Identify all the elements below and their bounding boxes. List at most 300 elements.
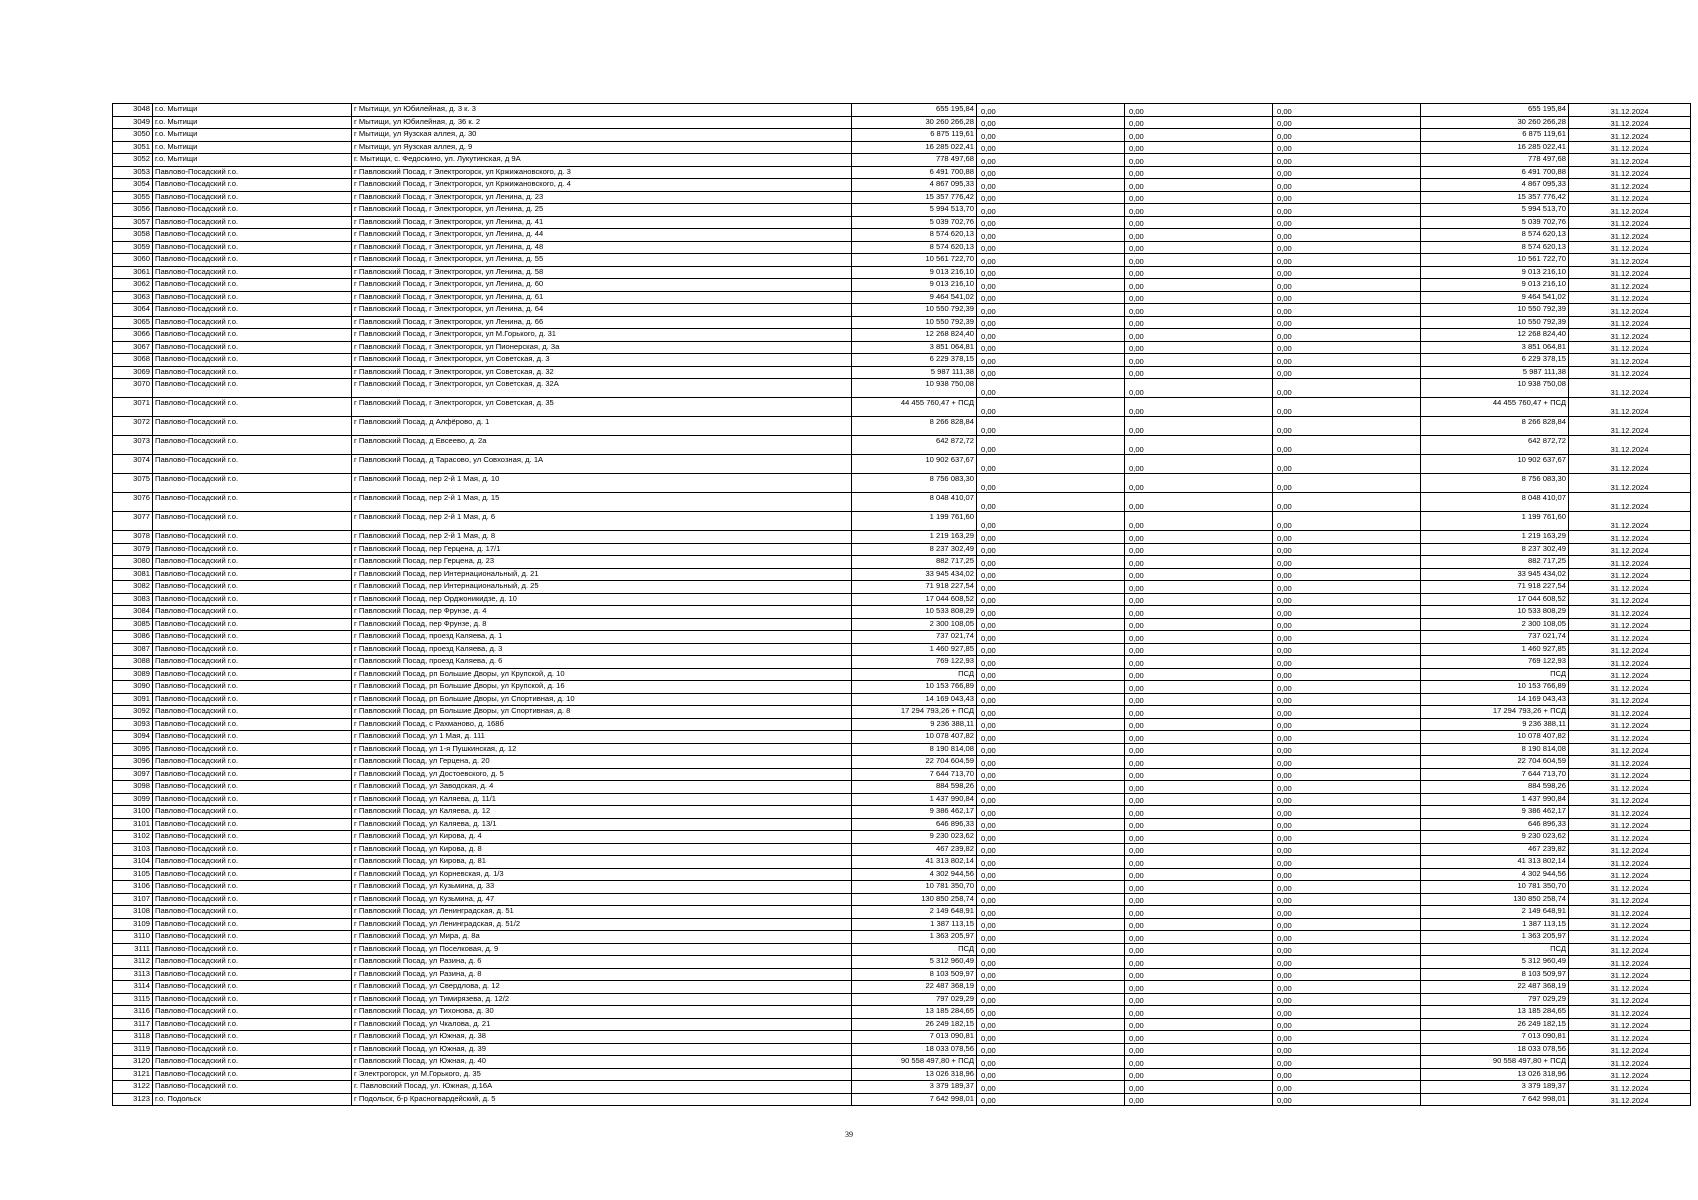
cell-municipality: Павлово-Посадский г.о. — [153, 1081, 352, 1094]
cell-value-col-1: 0,00 — [977, 1093, 1125, 1106]
cell-value-col-3: 0,00 — [1273, 943, 1421, 956]
cell-municipality: Павлово-Посадский г.о. — [153, 229, 352, 242]
cell-amount-total: 9 013 216,10 — [1421, 279, 1569, 292]
cell-address: г Павловский Посад, ул Кирова, д. 81 — [352, 856, 852, 869]
cell-value-col-1: 0,00 — [977, 417, 1125, 436]
cell-amount-total: 642 872,72 — [1421, 436, 1569, 455]
cell-address: г Павловский Посад, ул Тихонова, д. 30 — [352, 1006, 852, 1019]
cell-amount: 5 312 960,49 — [852, 956, 977, 969]
table-row — [113, 417, 1691, 436]
cell-amount-total: 30 260 266,28 — [1421, 116, 1569, 129]
cell-value-col-1: 0,00 — [977, 818, 1125, 831]
cell-value-col-1: 0,00 — [977, 806, 1125, 819]
table-row — [113, 354, 1691, 367]
cell-value-col-3: 0,00 — [1273, 141, 1421, 154]
cell-value-col-3: 0,00 — [1273, 768, 1421, 781]
cell-amount: 130 850 258,74 — [852, 893, 977, 906]
cell-address: г Павловский Посад, ул Кузьмина, д. 47 — [352, 893, 852, 906]
cell-row-number: 3052 — [113, 154, 153, 167]
cell-row-number: 3063 — [113, 291, 153, 304]
cell-address: г Павловский Посад, пер Интернациональный, д. 25 — [352, 581, 852, 594]
cell-row-number: 3051 — [113, 141, 153, 154]
cell-amount: 1 219 163,29 — [852, 531, 977, 544]
cell-amount: 3 851 064,81 — [852, 341, 977, 354]
cell-address: г Павловский Посад, г Электрогорск, ул Ленина, д. 66 — [352, 316, 852, 329]
cell-amount: 10 781 350,70 — [852, 881, 977, 894]
cell-row-number: 3075 — [113, 474, 153, 493]
cell-value-col-1: 0,00 — [977, 693, 1125, 706]
cell-municipality: Павлово-Посадский г.о. — [153, 743, 352, 756]
cell-date: 31.12.2024 — [1569, 141, 1691, 154]
cell-value-col-1: 0,00 — [977, 398, 1125, 417]
cell-value-col-3: 0,00 — [1273, 455, 1421, 474]
cell-row-number: 3087 — [113, 643, 153, 656]
cell-date: 31.12.2024 — [1569, 856, 1691, 869]
cell-amount-total: 22 704 604,59 — [1421, 756, 1569, 769]
cell-row-number: 3061 — [113, 266, 153, 279]
table-row — [113, 531, 1691, 544]
cell-amount: 9 013 216,10 — [852, 266, 977, 279]
cell-date: 31.12.2024 — [1569, 474, 1691, 493]
cell-municipality: Павлово-Посадский г.о. — [153, 918, 352, 931]
cell-date: 31.12.2024 — [1569, 793, 1691, 806]
cell-value-col-1: 0,00 — [977, 204, 1125, 217]
cell-value-col-1: 0,00 — [977, 631, 1125, 644]
table-row — [113, 881, 1691, 894]
cell-row-number: 3057 — [113, 216, 153, 229]
cell-value-col-3: 0,00 — [1273, 1031, 1421, 1044]
cell-row-number: 3112 — [113, 956, 153, 969]
cell-value-col-2: 0,00 — [1125, 241, 1273, 254]
cell-amount: 90 558 497,80 + ПСД — [852, 1056, 977, 1069]
cell-value-col-1: 0,00 — [977, 279, 1125, 292]
cell-municipality: Павлово-Посадский г.о. — [153, 279, 352, 292]
cell-row-number: 3074 — [113, 455, 153, 474]
cell-amount: 22 704 604,59 — [852, 756, 977, 769]
cell-value-col-3: 0,00 — [1273, 104, 1421, 117]
cell-amount-total: 8 190 814,08 — [1421, 743, 1569, 756]
cell-row-number: 3053 — [113, 166, 153, 179]
cell-row-number: 3050 — [113, 129, 153, 142]
cell-address: г Павловский Посад, рп Большие Дворы, ул Крупской, д. 16 — [352, 681, 852, 694]
cell-value-col-2: 0,00 — [1125, 681, 1273, 694]
cell-amount-total: 41 313 802,14 — [1421, 856, 1569, 869]
cell-address: г Павловский Посад, рп Большие Дворы, ул Крупской, д. 10 — [352, 668, 852, 681]
cell-amount: 884 598,26 — [852, 781, 977, 794]
cell-date: 31.12.2024 — [1569, 241, 1691, 254]
table-row — [113, 379, 1691, 398]
cell-value-col-1: 0,00 — [977, 843, 1125, 856]
cell-municipality: Павлово-Посадский г.о. — [153, 1006, 352, 1019]
cell-value-col-3: 0,00 — [1273, 556, 1421, 569]
cell-municipality: Павлово-Посадский г.о. — [153, 266, 352, 279]
cell-date: 31.12.2024 — [1569, 104, 1691, 117]
cell-row-number: 3068 — [113, 354, 153, 367]
cell-amount-total: 8 237 302,49 — [1421, 543, 1569, 556]
cell-date: 31.12.2024 — [1569, 417, 1691, 436]
cell-amount: 9 236 388,11 — [852, 718, 977, 731]
cell-address: г Павловский Посад, проезд Каляева, д. 1 — [352, 631, 852, 644]
table-row — [113, 141, 1691, 154]
cell-value-col-2: 0,00 — [1125, 329, 1273, 342]
cell-date: 31.12.2024 — [1569, 166, 1691, 179]
table-row — [113, 856, 1691, 869]
cell-value-col-3: 0,00 — [1273, 706, 1421, 719]
cell-value-col-1: 0,00 — [977, 241, 1125, 254]
table-row — [113, 756, 1691, 769]
table-row — [113, 568, 1691, 581]
cell-row-number: 3081 — [113, 568, 153, 581]
cell-value-col-2: 0,00 — [1125, 793, 1273, 806]
cell-date: 31.12.2024 — [1569, 668, 1691, 681]
cell-amount-total: 15 357 776,42 — [1421, 191, 1569, 204]
cell-value-col-3: 0,00 — [1273, 166, 1421, 179]
cell-value-col-2: 0,00 — [1125, 543, 1273, 556]
cell-value-col-2: 0,00 — [1125, 993, 1273, 1006]
cell-municipality: Павлово-Посадский г.о. — [153, 304, 352, 317]
cell-municipality: г.о. Мытищи — [153, 154, 352, 167]
table-row — [113, 204, 1691, 217]
cell-value-col-1: 0,00 — [977, 918, 1125, 931]
cell-value-col-2: 0,00 — [1125, 531, 1273, 544]
cell-date: 31.12.2024 — [1569, 943, 1691, 956]
cell-value-col-1: 0,00 — [977, 906, 1125, 919]
cell-value-col-1: 0,00 — [977, 568, 1125, 581]
cell-address: г Павловский Посад, г Электрогорск, ул Советская, д. 32 — [352, 366, 852, 379]
cell-value-col-3: 0,00 — [1273, 1056, 1421, 1069]
cell-value-col-3: 0,00 — [1273, 1018, 1421, 1031]
table-row — [113, 631, 1691, 644]
cell-row-number: 3100 — [113, 806, 153, 819]
cell-address: г Мытищи, ул Юбилейная, д. 3 к. 3 — [352, 104, 852, 117]
cell-value-col-2: 0,00 — [1125, 706, 1273, 719]
cell-value-col-3: 0,00 — [1273, 531, 1421, 544]
cell-value-col-2: 0,00 — [1125, 906, 1273, 919]
cell-value-col-3: 0,00 — [1273, 1068, 1421, 1081]
cell-amount: 797 029,29 — [852, 993, 977, 1006]
cell-value-col-3: 0,00 — [1273, 593, 1421, 606]
cell-municipality: Павлово-Посадский г.о. — [153, 806, 352, 819]
cell-amount: 2 300 108,05 — [852, 618, 977, 631]
cell-value-col-3: 0,00 — [1273, 1081, 1421, 1094]
cell-row-number: 3060 — [113, 254, 153, 267]
cell-value-col-1: 0,00 — [977, 1068, 1125, 1081]
table-row — [113, 681, 1691, 694]
cell-value-col-2: 0,00 — [1125, 316, 1273, 329]
cell-amount-total: 737 021,74 — [1421, 631, 1569, 644]
cell-row-number: 3117 — [113, 1018, 153, 1031]
cell-row-number: 3099 — [113, 793, 153, 806]
cell-amount: 1 460 927,85 — [852, 643, 977, 656]
cell-row-number: 3088 — [113, 656, 153, 669]
cell-row-number: 3093 — [113, 718, 153, 731]
cell-row-number: 3062 — [113, 279, 153, 292]
cell-address: г Павловский Посад, пер Герцена, д. 23 — [352, 556, 852, 569]
table-row — [113, 643, 1691, 656]
cell-municipality: Павлово-Посадский г.о. — [153, 1068, 352, 1081]
cell-value-col-1: 0,00 — [977, 436, 1125, 455]
cell-value-col-3: 0,00 — [1273, 731, 1421, 744]
cell-row-number: 3048 — [113, 104, 153, 117]
cell-value-col-2: 0,00 — [1125, 656, 1273, 669]
cell-value-col-1: 0,00 — [977, 531, 1125, 544]
cell-address: г Павловский Посад, проезд Каляева, д. 6 — [352, 656, 852, 669]
cell-date: 31.12.2024 — [1569, 593, 1691, 606]
table-row — [113, 241, 1691, 254]
cell-value-col-3: 0,00 — [1273, 568, 1421, 581]
cell-amount: 1 387 113,15 — [852, 918, 977, 931]
cell-municipality: Павлово-Посадский г.о. — [153, 1018, 352, 1031]
cell-value-col-2: 0,00 — [1125, 129, 1273, 142]
cell-value-col-1: 0,00 — [977, 474, 1125, 493]
cell-amount: 655 195,84 — [852, 104, 977, 117]
cell-municipality: Павлово-Посадский г.о. — [153, 643, 352, 656]
cell-amount-total: 10 902 637,67 — [1421, 455, 1569, 474]
cell-municipality: Павлово-Посадский г.о. — [153, 329, 352, 342]
cell-address: г Мытищи, ул Яузская аллея, д. 9 — [352, 141, 852, 154]
cell-row-number: 3070 — [113, 379, 153, 398]
cell-municipality: Павлово-Посадский г.о. — [153, 581, 352, 594]
cell-value-col-1: 0,00 — [977, 1031, 1125, 1044]
cell-value-col-1: 0,00 — [977, 266, 1125, 279]
table-row — [113, 931, 1691, 944]
cell-value-col-2: 0,00 — [1125, 981, 1273, 994]
cell-row-number: 3064 — [113, 304, 153, 317]
cell-value-col-3: 0,00 — [1273, 868, 1421, 881]
cell-date: 31.12.2024 — [1569, 1018, 1691, 1031]
cell-value-col-2: 0,00 — [1125, 818, 1273, 831]
cell-amount-total: 8 266 828,84 — [1421, 417, 1569, 436]
cell-value-col-1: 0,00 — [977, 1006, 1125, 1019]
cell-row-number: 3094 — [113, 731, 153, 744]
cell-row-number: 3097 — [113, 768, 153, 781]
cell-value-col-2: 0,00 — [1125, 104, 1273, 117]
cell-row-number: 3107 — [113, 893, 153, 906]
table-row — [113, 291, 1691, 304]
cell-municipality: Павлово-Посадский г.о. — [153, 1056, 352, 1069]
cell-value-col-3: 0,00 — [1273, 493, 1421, 512]
cell-amount-total: 10 781 350,70 — [1421, 881, 1569, 894]
cell-row-number: 3118 — [113, 1031, 153, 1044]
cell-address: г Павловский Посад, ул Каляева, д. 12 — [352, 806, 852, 819]
cell-amount: 33 945 434,02 — [852, 568, 977, 581]
cell-municipality: Павлово-Посадский г.о. — [153, 291, 352, 304]
cell-date: 31.12.2024 — [1569, 398, 1691, 417]
cell-municipality: Павлово-Посадский г.о. — [153, 241, 352, 254]
cell-value-col-1: 0,00 — [977, 216, 1125, 229]
cell-amount: ПСД — [852, 943, 977, 956]
cell-date: 31.12.2024 — [1569, 341, 1691, 354]
cell-amount: 16 285 022,41 — [852, 141, 977, 154]
cell-row-number: 3078 — [113, 531, 153, 544]
cell-value-col-2: 0,00 — [1125, 154, 1273, 167]
cell-municipality: Павлово-Посадский г.о. — [153, 831, 352, 844]
cell-value-col-2: 0,00 — [1125, 806, 1273, 819]
cell-amount-total: 14 169 043,43 — [1421, 693, 1569, 706]
cell-amount-total: 5 994 513,70 — [1421, 204, 1569, 217]
cell-value-col-2: 0,00 — [1125, 354, 1273, 367]
cell-amount-total: 9 236 388,11 — [1421, 718, 1569, 731]
cell-municipality: Павлово-Посадский г.о. — [153, 606, 352, 619]
cell-address: г Электрогорск, ул М.Горького, д. 35 — [352, 1068, 852, 1081]
cell-amount-total: 1 460 927,85 — [1421, 643, 1569, 656]
cell-address: г Павловский Посад, г Электрогорск, ул Кржижановского, д. 3 — [352, 166, 852, 179]
table-row — [113, 956, 1691, 969]
cell-value-col-3: 0,00 — [1273, 843, 1421, 856]
cell-amount-total: 12 268 824,40 — [1421, 329, 1569, 342]
cell-amount: 737 021,74 — [852, 631, 977, 644]
cell-amount-total: 882 717,25 — [1421, 556, 1569, 569]
cell-value-col-2: 0,00 — [1125, 731, 1273, 744]
cell-row-number: 3067 — [113, 341, 153, 354]
cell-value-col-1: 0,00 — [977, 556, 1125, 569]
cell-amount: 8 190 814,08 — [852, 743, 977, 756]
cell-municipality: Павлово-Посадский г.о. — [153, 906, 352, 919]
cell-date: 31.12.2024 — [1569, 743, 1691, 756]
cell-address: г Павловский Посад, ул 1-я Пушкинская, д. 12 — [352, 743, 852, 756]
cell-value-col-2: 0,00 — [1125, 1043, 1273, 1056]
cell-amount-total: 18 033 078,56 — [1421, 1043, 1569, 1056]
cell-date: 31.12.2024 — [1569, 581, 1691, 594]
cell-amount-total: 7 013 090,81 — [1421, 1031, 1569, 1044]
cell-date: 31.12.2024 — [1569, 981, 1691, 994]
cell-value-col-1: 0,00 — [977, 656, 1125, 669]
cell-row-number: 3085 — [113, 618, 153, 631]
cell-amount-total: 646 896,33 — [1421, 818, 1569, 831]
cell-municipality: Павлово-Посадский г.о. — [153, 512, 352, 531]
table-row — [113, 768, 1691, 781]
cell-municipality: Павлово-Посадский г.о. — [153, 781, 352, 794]
cell-row-number: 3090 — [113, 681, 153, 694]
cell-amount: 7 644 713,70 — [852, 768, 977, 781]
cell-municipality: Павлово-Посадский г.о. — [153, 931, 352, 944]
cell-row-number: 3049 — [113, 116, 153, 129]
cell-municipality: Павлово-Посадский г.о. — [153, 179, 352, 192]
cell-value-col-1: 0,00 — [977, 329, 1125, 342]
cell-value-col-2: 0,00 — [1125, 179, 1273, 192]
cell-address: г Павловский Посад, ул Достоевского, д. 5 — [352, 768, 852, 781]
cell-value-col-3: 0,00 — [1273, 806, 1421, 819]
cell-row-number: 3106 — [113, 881, 153, 894]
cell-date: 31.12.2024 — [1569, 329, 1691, 342]
cell-municipality: Павлово-Посадский г.о. — [153, 981, 352, 994]
table-row — [113, 1006, 1691, 1019]
cell-amount-total: ПСД — [1421, 943, 1569, 956]
cell-row-number: 3111 — [113, 943, 153, 956]
cell-amount: 10 078 407,82 — [852, 731, 977, 744]
cell-row-number: 3066 — [113, 329, 153, 342]
cell-value-col-2: 0,00 — [1125, 693, 1273, 706]
cell-municipality: Павлово-Посадский г.о. — [153, 568, 352, 581]
cell-row-number: 3096 — [113, 756, 153, 769]
cell-value-col-2: 0,00 — [1125, 668, 1273, 681]
cell-date: 31.12.2024 — [1569, 831, 1691, 844]
cell-amount-total: 130 850 258,74 — [1421, 893, 1569, 906]
cell-value-col-3: 0,00 — [1273, 756, 1421, 769]
cell-date: 31.12.2024 — [1569, 179, 1691, 192]
cell-date: 31.12.2024 — [1569, 556, 1691, 569]
cell-date: 31.12.2024 — [1569, 918, 1691, 931]
table-row — [113, 818, 1691, 831]
cell-address: г Павловский Посад, г Электрогорск, ул Ленина, д. 64 — [352, 304, 852, 317]
cell-value-col-1: 0,00 — [977, 316, 1125, 329]
cell-value-col-3: 0,00 — [1273, 981, 1421, 994]
cell-address: г Павловский Посад, ул Заводская, д. 4 — [352, 781, 852, 794]
cell-municipality: Павлово-Посадский г.о. — [153, 493, 352, 512]
cell-value-col-3: 0,00 — [1273, 229, 1421, 242]
cell-value-col-3: 0,00 — [1273, 254, 1421, 267]
cell-address: г Павловский Посад, г Электрогорск, ул Ленина, д. 25 — [352, 204, 852, 217]
table-row — [113, 1056, 1691, 1069]
cell-address: г Павловский Посад, г Электрогорск, ул Ленина, д. 61 — [352, 291, 852, 304]
cell-date: 31.12.2024 — [1569, 881, 1691, 894]
cell-date: 31.12.2024 — [1569, 706, 1691, 719]
cell-amount-total: 8 574 620,13 — [1421, 241, 1569, 254]
cell-value-col-2: 0,00 — [1125, 593, 1273, 606]
cell-row-number: 3076 — [113, 493, 153, 512]
table-row — [113, 179, 1691, 192]
cell-address: г Павловский Посад, ул 1 Мая, д. 111 — [352, 731, 852, 744]
cell-value-col-2: 0,00 — [1125, 417, 1273, 436]
cell-row-number: 3109 — [113, 918, 153, 931]
cell-value-col-1: 0,00 — [977, 543, 1125, 556]
cell-value-col-3: 0,00 — [1273, 543, 1421, 556]
cell-date: 31.12.2024 — [1569, 931, 1691, 944]
cell-address: г Павловский Посад, рп Большие Дворы, ул Спортивная, д. 10 — [352, 693, 852, 706]
cell-value-col-2: 0,00 — [1125, 166, 1273, 179]
cell-amount: 1 199 761,60 — [852, 512, 977, 531]
cell-date: 31.12.2024 — [1569, 781, 1691, 794]
cell-value-col-2: 0,00 — [1125, 631, 1273, 644]
cell-value-col-2: 0,00 — [1125, 512, 1273, 531]
cell-value-col-3: 0,00 — [1273, 436, 1421, 455]
cell-amount: 5 039 702,76 — [852, 216, 977, 229]
table-row — [113, 706, 1691, 719]
cell-value-col-1: 0,00 — [977, 893, 1125, 906]
cell-value-col-3: 0,00 — [1273, 631, 1421, 644]
cell-amount-total: 884 598,26 — [1421, 781, 1569, 794]
cell-amount-total: 71 918 227,54 — [1421, 581, 1569, 594]
cell-value-col-1: 0,00 — [977, 191, 1125, 204]
table-row — [113, 104, 1691, 117]
cell-value-col-2: 0,00 — [1125, 398, 1273, 417]
cell-address: г Павловский Посад, пер 2-й 1 Мая, д. 6 — [352, 512, 852, 531]
cell-value-col-2: 0,00 — [1125, 1006, 1273, 1019]
cell-date: 31.12.2024 — [1569, 893, 1691, 906]
cell-value-col-2: 0,00 — [1125, 718, 1273, 731]
cell-value-col-2: 0,00 — [1125, 1056, 1273, 1069]
cell-amount-total: 7 642 998,01 — [1421, 1093, 1569, 1106]
cell-amount: 7 013 090,81 — [852, 1031, 977, 1044]
cell-value-col-1: 0,00 — [977, 179, 1125, 192]
cell-value-col-1: 0,00 — [977, 354, 1125, 367]
cell-amount-total: 5 987 111,38 — [1421, 366, 1569, 379]
cell-municipality: Павлово-Посадский г.о. — [153, 706, 352, 719]
cell-value-col-1: 0,00 — [977, 856, 1125, 869]
cell-amount: 18 033 078,56 — [852, 1043, 977, 1056]
cell-value-col-1: 0,00 — [977, 512, 1125, 531]
cell-amount: 10 533 808,29 — [852, 606, 977, 619]
cell-municipality: Павлово-Посадский г.о. — [153, 417, 352, 436]
cell-amount-total: 8 103 509,97 — [1421, 968, 1569, 981]
cell-date: 31.12.2024 — [1569, 1006, 1691, 1019]
cell-municipality: г.о. Мытищи — [153, 116, 352, 129]
cell-amount: 646 896,33 — [852, 818, 977, 831]
cell-municipality: Павлово-Посадский г.о. — [153, 379, 352, 398]
cell-value-col-2: 0,00 — [1125, 768, 1273, 781]
cell-amount: 9 230 023,62 — [852, 831, 977, 844]
cell-date: 31.12.2024 — [1569, 291, 1691, 304]
